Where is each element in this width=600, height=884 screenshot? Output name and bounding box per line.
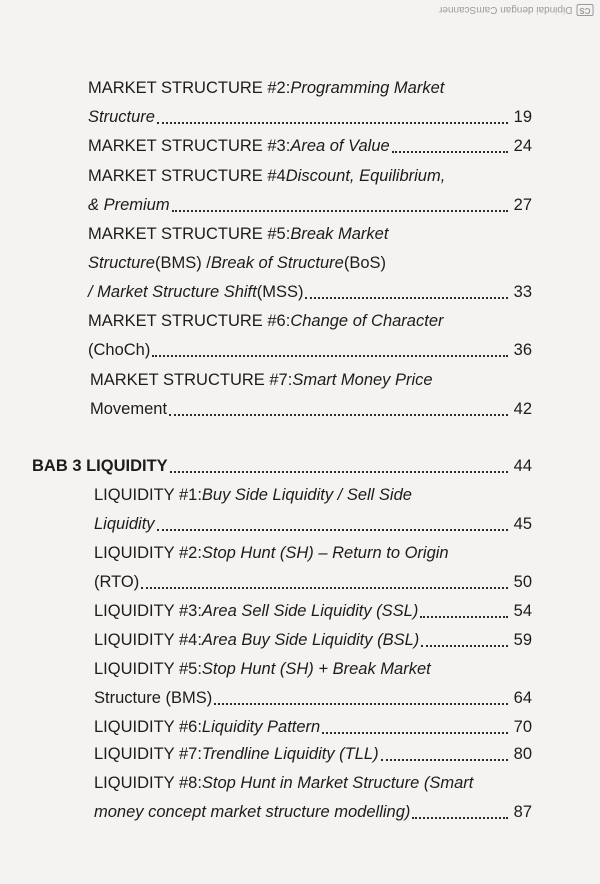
dot-leader	[420, 616, 508, 618]
entry-title-cont: Structure	[88, 108, 155, 126]
entry-line	[94, 597, 532, 626]
entry-line	[94, 568, 532, 597]
page-number: 70	[513, 718, 532, 736]
entry-line	[88, 162, 532, 191]
toc-entry-liq5	[94, 655, 532, 713]
page-number: 42	[513, 400, 532, 418]
entry-line	[94, 626, 532, 655]
entry-line	[94, 769, 532, 798]
toc-entry-ms3	[88, 132, 532, 161]
entry-line	[88, 336, 532, 365]
toc-entry-ms5	[88, 220, 532, 307]
entry-line	[94, 684, 532, 713]
page-number: 54	[513, 602, 532, 620]
entry-line	[90, 366, 532, 395]
entry-prefix: MARKET STRUCTURE #5:	[88, 225, 291, 243]
page-number: 87	[513, 803, 532, 821]
entry-title: Smart Money Price	[292, 371, 433, 389]
entry-line	[88, 132, 532, 161]
toc-entry-liq6	[94, 713, 532, 742]
page-number: 27	[513, 196, 532, 214]
page-number: 36	[513, 341, 532, 359]
dot-leader	[412, 817, 508, 819]
dot-leader	[172, 210, 508, 212]
toc-entry-ms2	[88, 74, 532, 132]
entry-prefix: LIQUIDITY #1:	[94, 486, 202, 504]
entry-prefix: LIQUIDITY #8:	[94, 774, 202, 792]
dot-leader	[392, 151, 508, 153]
toc-chapter-bab3	[32, 452, 532, 481]
entry-prefix: MARKET STRUCTURE #2:	[88, 79, 291, 97]
dot-leader	[214, 703, 508, 705]
entry-prefix: MARKET STRUCTURE #3:	[88, 137, 291, 155]
entry-line	[94, 740, 532, 769]
entry-abbr: (BMS) /	[154, 254, 211, 272]
entry-prefix: MARKET STRUCTURE #6:	[88, 312, 291, 330]
entry-prefix: LIQUIDITY #2:	[94, 544, 202, 562]
scanner-watermark	[439, 4, 594, 16]
page-number: 44	[513, 457, 532, 475]
entry-abbr: (MSS)	[256, 283, 304, 301]
page-number: 80	[513, 745, 532, 763]
page-number: 24	[513, 137, 532, 155]
entry-prefix: MARKET STRUCTURE #4	[88, 167, 286, 185]
dot-leader	[170, 471, 508, 473]
toc-entry-ms4	[88, 162, 532, 220]
entry-line	[88, 278, 532, 307]
entry-title: Area of Value	[290, 137, 390, 155]
entry-line	[94, 510, 532, 539]
entry-line	[88, 220, 532, 249]
page-number: 45	[513, 515, 532, 533]
entry-line	[90, 395, 532, 424]
dot-leader	[381, 759, 508, 761]
entry-title: Area Sell Side Liquidity (SSL)	[201, 602, 419, 620]
toc-entry-liq2	[94, 539, 532, 597]
dot-leader	[152, 355, 508, 357]
entry-title: Stop Hunt in Market Structure (Smart	[201, 774, 474, 792]
toc-entry-ms7	[90, 366, 532, 424]
dot-leader	[169, 414, 508, 416]
entry-line	[32, 452, 532, 481]
entry-line	[88, 103, 532, 132]
entry-line	[88, 307, 532, 336]
page-number: 59	[513, 631, 532, 649]
toc-entry-ms6	[88, 307, 532, 365]
entry-line	[94, 713, 532, 742]
entry-title: Programming Market	[290, 79, 445, 97]
entry-line	[94, 481, 532, 510]
entry-line	[94, 798, 532, 827]
toc-entry-liq3	[94, 597, 532, 626]
entry-line	[88, 191, 532, 220]
toc-entry-liq1	[94, 481, 532, 539]
entry-title: Area Buy Side Liquidity (BSL)	[201, 631, 420, 649]
entry-abbr: (BoS)	[343, 254, 387, 272]
entry-prefix: LIQUIDITY #5:	[94, 660, 202, 678]
chapter-label: BAB 3 LIQUIDITY	[32, 457, 168, 475]
entry-title: Stop Hunt (SH) + Break Market	[201, 660, 431, 678]
entry-line	[94, 655, 532, 684]
entry-title-cont: (RTO)	[94, 573, 140, 591]
entry-title-cont: money concept market structure modelling)	[94, 803, 411, 821]
dot-leader	[157, 122, 508, 124]
entry-title: Change of Character	[290, 312, 444, 330]
entry-line	[94, 539, 532, 568]
dot-leader	[305, 297, 508, 299]
entry-title: Liquidity Pattern	[201, 718, 321, 736]
entry-title-cont: Liquidity	[94, 515, 155, 533]
entry-title-cont: Structure	[88, 254, 155, 272]
entry-prefix: MARKET STRUCTURE #7:	[90, 371, 293, 389]
entry-title-cont: / Market Structure Shift	[88, 283, 257, 301]
toc-entry-liq7	[94, 740, 532, 769]
entry-title: Discount, Equilibrium,	[285, 167, 446, 185]
dot-leader	[141, 587, 508, 589]
entry-title: Buy Side Liquidity / Sell Side	[201, 486, 412, 504]
toc-entry-liq4	[94, 626, 532, 655]
entry-title: Stop Hunt (SH) – Return to Origin	[201, 544, 449, 562]
entry-line	[88, 74, 532, 103]
entry-prefix: LIQUIDITY #6:	[94, 718, 202, 736]
entry-title-cont: (ChoCh)	[88, 341, 151, 359]
toc-entry-liq8	[94, 769, 532, 827]
dot-leader	[157, 529, 508, 531]
entry-prefix: LIQUIDITY #7:	[94, 745, 202, 763]
entry-title: Trendline Liquidity (TLL)	[201, 745, 379, 763]
camscanner-icon: CS	[577, 4, 594, 16]
dot-leader	[322, 732, 508, 734]
entry-title-cont: Break of Structure	[210, 254, 344, 272]
entry-prefix: LIQUIDITY #3:	[94, 602, 202, 620]
scanner-text: Dipindai dengan CamScanner	[439, 4, 573, 16]
entry-line	[88, 249, 532, 278]
page-number: 33	[513, 283, 532, 301]
page-number: 50	[513, 573, 532, 591]
entry-title-cont: & Premium	[88, 196, 170, 214]
entry-title-cont: Movement	[90, 400, 168, 418]
page-number: 19	[513, 108, 532, 126]
page-number: 64	[513, 689, 532, 707]
entry-title-cont: Structure (BMS)	[94, 689, 213, 707]
entry-prefix: LIQUIDITY #4:	[94, 631, 202, 649]
dot-leader	[421, 645, 508, 647]
entry-title: Break Market	[290, 225, 389, 243]
